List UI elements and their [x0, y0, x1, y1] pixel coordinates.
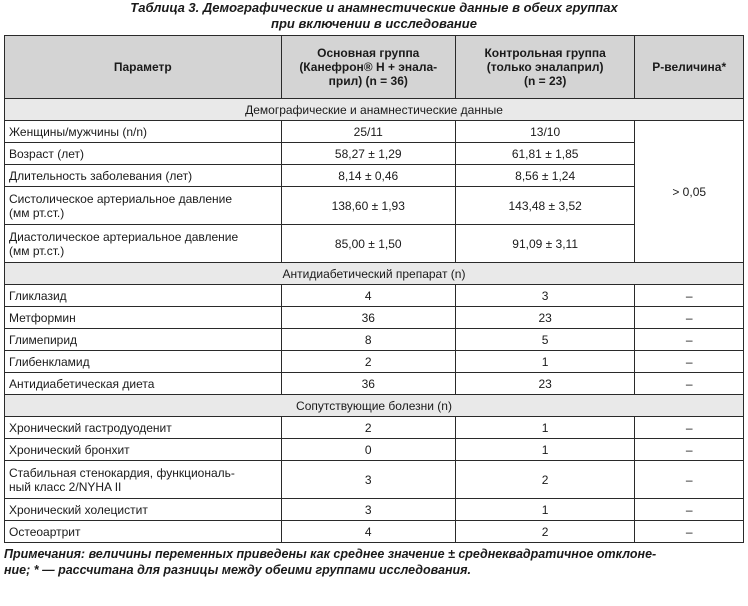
- header-ctrl-line-1: Контрольная группа: [484, 46, 606, 60]
- row-param: [5, 461, 282, 499]
- row-ctrl-value: 2: [455, 521, 635, 543]
- table-row: [5, 461, 744, 499]
- row-p-value: –: [635, 373, 744, 395]
- row-ctrl-value: 5: [455, 329, 635, 351]
- row-ctrl-value: 2: [455, 461, 635, 499]
- row-ctrl-value: 23: [455, 307, 635, 329]
- table-row: [5, 121, 744, 143]
- row-param: Остеоартрит: [5, 521, 282, 543]
- row-param: [5, 225, 282, 263]
- row-param-line-2: (мм рт.ст.): [9, 243, 65, 258]
- row-param: [5, 187, 282, 225]
- row-param-line-2: ный класс 2/NYHA II: [9, 479, 122, 494]
- notes-line-1: Примечания: величины переменных приведены как среднее значение ± среднеквадратичное отклоне-: [4, 547, 657, 561]
- data-table: [4, 35, 744, 543]
- section-row: [5, 395, 744, 417]
- row-main-value: 85,00 ± 1,50: [281, 225, 455, 263]
- table-row: [5, 351, 744, 373]
- row-param-line-1: Стабильная стенокардия, функциональ-: [9, 465, 235, 480]
- table-row: [5, 285, 744, 307]
- row-main-value: 4: [281, 521, 455, 543]
- row-param: Глимепирид: [5, 329, 282, 351]
- table-notes: [4, 546, 746, 578]
- header-control-group: [455, 36, 635, 99]
- header-main-line-3: прил) (n = 36): [328, 74, 408, 88]
- table-row: [5, 187, 744, 225]
- row-param: Метформин: [5, 307, 282, 329]
- row-ctrl-value: 143,48 ± 3,52: [455, 187, 635, 225]
- row-ctrl-value: 61,81 ± 1,85: [455, 143, 635, 165]
- row-param: Гликлазид: [5, 285, 282, 307]
- row-main-value: 3: [281, 461, 455, 499]
- table-row: [5, 143, 744, 165]
- row-ctrl-value: 91,09 ± 3,11: [455, 225, 635, 263]
- table-caption: [0, 0, 748, 32]
- table-row: [5, 165, 744, 187]
- section-antidiabetic: Антидиабетический препарат (n): [5, 263, 744, 285]
- row-param: Хронический холецистит: [5, 499, 282, 521]
- row-main-value: 36: [281, 373, 455, 395]
- row-main-value: 2: [281, 417, 455, 439]
- header-ctrl-line-3: (n = 23): [523, 74, 567, 88]
- table-row: [5, 499, 744, 521]
- demographic-p-value: > 0,05: [635, 121, 744, 263]
- row-p-value: –: [635, 521, 744, 543]
- section-row: [5, 99, 744, 121]
- table-row: [5, 225, 744, 263]
- caption-line-2: при включении в исследование: [271, 16, 477, 31]
- row-ctrl-value: 1: [455, 439, 635, 461]
- row-p-value: –: [635, 499, 744, 521]
- header-p-value: Р-величина*: [635, 36, 744, 99]
- caption-line-1: Таблица 3. Демографические и анамнестические данные в обеих группах: [130, 0, 618, 15]
- row-main-value: 3: [281, 499, 455, 521]
- row-main-value: 4: [281, 285, 455, 307]
- header-main-line-1: Основная группа: [317, 46, 420, 60]
- row-ctrl-value: 3: [455, 285, 635, 307]
- row-main-value: 2: [281, 351, 455, 373]
- section-row: [5, 263, 744, 285]
- table-row: [5, 439, 744, 461]
- row-param: Женщины/мужчины (n/n): [5, 121, 282, 143]
- row-main-value: 25/11: [281, 121, 455, 143]
- table-row: [5, 329, 744, 351]
- row-param-line-1: Систолическое артериальное давление: [9, 191, 233, 206]
- row-param: Возраст (лет): [5, 143, 282, 165]
- row-main-value: 58,27 ± 1,29: [281, 143, 455, 165]
- header-param: Параметр: [5, 36, 282, 99]
- notes-line-2: ние; * — рассчитана для разницы между обеими группами исследования.: [4, 563, 471, 577]
- row-ctrl-value: 1: [455, 417, 635, 439]
- row-p-value: –: [635, 285, 744, 307]
- row-p-value: –: [635, 351, 744, 373]
- row-ctrl-value: 1: [455, 351, 635, 373]
- row-ctrl-value: 8,56 ± 1,24: [455, 165, 635, 187]
- table-row: [5, 307, 744, 329]
- row-ctrl-value: 1: [455, 499, 635, 521]
- table-row: [5, 521, 744, 543]
- row-p-value: –: [635, 439, 744, 461]
- row-param: Длительность заболевания (лет): [5, 165, 282, 187]
- row-param: Хронический бронхит: [5, 439, 282, 461]
- header-main-group: [281, 36, 455, 99]
- section-demographic: Демографические и анамнестические данные: [5, 99, 744, 121]
- row-p-value: –: [635, 417, 744, 439]
- row-param: Антидиабетическая диета: [5, 373, 282, 395]
- section-comorbid: Сопутствующие болезни (n): [5, 395, 744, 417]
- row-param-line-1: Диастолическое артериальное давление: [9, 229, 239, 244]
- row-param-line-2: (мм рт.ст.): [9, 205, 65, 220]
- row-main-value: 36: [281, 307, 455, 329]
- row-p-value: –: [635, 307, 744, 329]
- table-row: [5, 417, 744, 439]
- row-p-value: –: [635, 461, 744, 499]
- row-main-value: 8,14 ± 0,46: [281, 165, 455, 187]
- row-param: Хронический гастродуоденит: [5, 417, 282, 439]
- header-main-line-2: (Канефрон® Н + энала-: [299, 60, 438, 74]
- row-main-value: 138,60 ± 1,93: [281, 187, 455, 225]
- row-main-value: 0: [281, 439, 455, 461]
- row-main-value: 8: [281, 329, 455, 351]
- row-ctrl-value: 23: [455, 373, 635, 395]
- row-ctrl-value: 13/10: [455, 121, 635, 143]
- row-p-value: –: [635, 329, 744, 351]
- header-row: [5, 36, 744, 99]
- row-param: Глибенкламид: [5, 351, 282, 373]
- table-row: [5, 373, 744, 395]
- header-ctrl-line-2: (только эналаприл): [486, 60, 604, 74]
